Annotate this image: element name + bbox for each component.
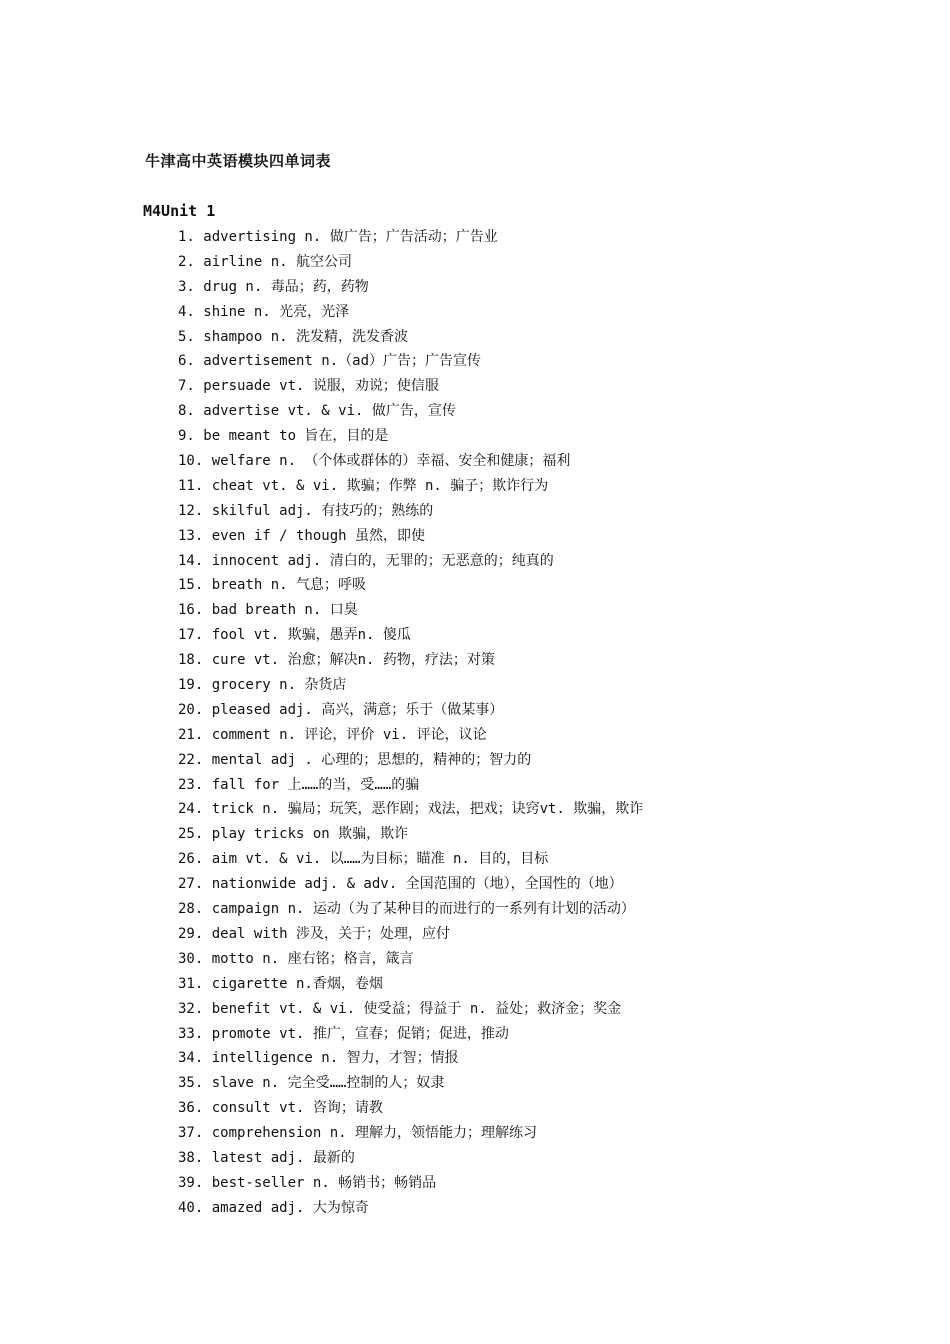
vocabulary-entry: 17. fool vt. 欺骗，愚弄n. 傻瓜 [178,627,411,644]
vocabulary-entry: 18. cure vt. 治愈；解决n. 药物，疗法；对策 [178,652,495,669]
vocabulary-entry: 36. consult vt. 咨询；请教 [178,1100,383,1117]
vocabulary-entry: 7. persuade vt. 说服，劝说；使信服 [178,378,439,395]
vocabulary-entry: 27. nationwide adj. & adv. 全国范围的（地），全国性的（地） [178,876,623,893]
vocabulary-entry: 1. advertising n. 做广告；广告活动；广告业 [178,229,498,245]
vocabulary-entry: 34. intelligence n. 智力，才智；情报 [178,1050,459,1067]
vocabulary-entry: 30. motto n. 座右铭；格言，箴言 [178,950,414,967]
vocabulary-entry: 16. bad breath n. 口臭 [178,602,358,619]
vocabulary-entry: 11. cheat vt. & vi. 欺骗；作弊 n. 骗子；欺诈行为 [178,477,549,494]
vocabulary-entry: 3. drug n. 毒品；药，药物 [178,278,369,295]
vocabulary-entry: 35. slave n. 完全受……控制的人；奴隶 [178,1075,445,1092]
vocabulary-list [178,225,643,1221]
vocabulary-entry: 4. shine n. 光亮，光泽 [178,303,350,320]
vocabulary-entry: 22. mental adj . 心理的；思想的，精神的；智力的 [178,751,532,768]
vocabulary-entry: 26. aim vt. & vi. 以……为目标；瞄准 n. 目的，目标 [178,851,549,868]
vocabulary-entry: 31. cigarette n.香烟，卷烟 [178,975,383,992]
unit-heading: M4Unit 1 [143,202,216,220]
vocabulary-entry: 38. latest adj. 最新的 [178,1149,355,1166]
vocabulary-entry: 21. comment n. 评论，评价 vi. 评论，议论 [178,726,487,743]
vocabulary-entry: 6. advertisement n.（ad）广告；广告宣传 [178,353,482,370]
vocabulary-entry: 19. grocery n. 杂货店 [178,677,347,694]
vocabulary-entry: 32. benefit vt. & vi. 使受益；得益于 n. 益处；救济金；奖金 [178,1000,622,1017]
document-title: 牛津高中英语模块四单词表 [145,152,332,170]
vocabulary-entry: 5. shampoo n. 洗发精，洗发香波 [178,328,409,345]
vocabulary-entry: 28. campaign n. 运动（为了某种目的而进行的一系列有计划的活动） [178,901,635,918]
vocabulary-entry: 15. breath n. 气息；呼吸 [178,577,367,594]
vocabulary-entry: 40. amazed adj. 大为惊奇 [178,1199,369,1216]
vocabulary-entry: 23. fall for 上……的当，受……的骗 [178,776,420,793]
vocabulary-entry: 8. advertise vt. & vi. 做广告，宣传 [178,403,456,420]
vocabulary-entry: 12. skilful adj. 有技巧的；熟练的 [178,502,434,519]
vocabulary-entry: 25. play tricks on 欺骗，欺诈 [178,826,409,843]
vocabulary-entry: 33. promote vt. 推广，宣春；促销；促进，推动 [178,1025,509,1042]
vocabulary-entry: 13. even if / though 虽然，即使 [178,527,426,544]
vocabulary-entry: 10. welfare n. （个体或群体的）幸福、安全和健康；福利 [178,453,571,470]
vocabulary-entry: 39. best-seller n. 畅销书；畅销品 [178,1174,437,1191]
vocabulary-entry: 9. be meant to 旨在，目的是 [178,428,389,445]
vocabulary-entry: 29. deal with 涉及，关于；处理，应付 [178,925,451,942]
vocabulary-entry: 20. pleased adj. 高兴，满意；乐于（做某事） [178,701,504,718]
vocabulary-entry: 2. airline n. 航空公司 [178,253,353,270]
vocabulary-entry: 24. trick n. 骗局；玩笑，恶作剧；戏法，把戏；诀窍vt. 欺骗，欺诈 [178,801,644,818]
vocabulary-entry: 14. innocent adj. 清白的，无罪的；无恶意的；纯真的 [178,552,554,569]
vocabulary-entry: 37. comprehension n. 理解力，领悟能力；理解练习 [178,1125,538,1142]
